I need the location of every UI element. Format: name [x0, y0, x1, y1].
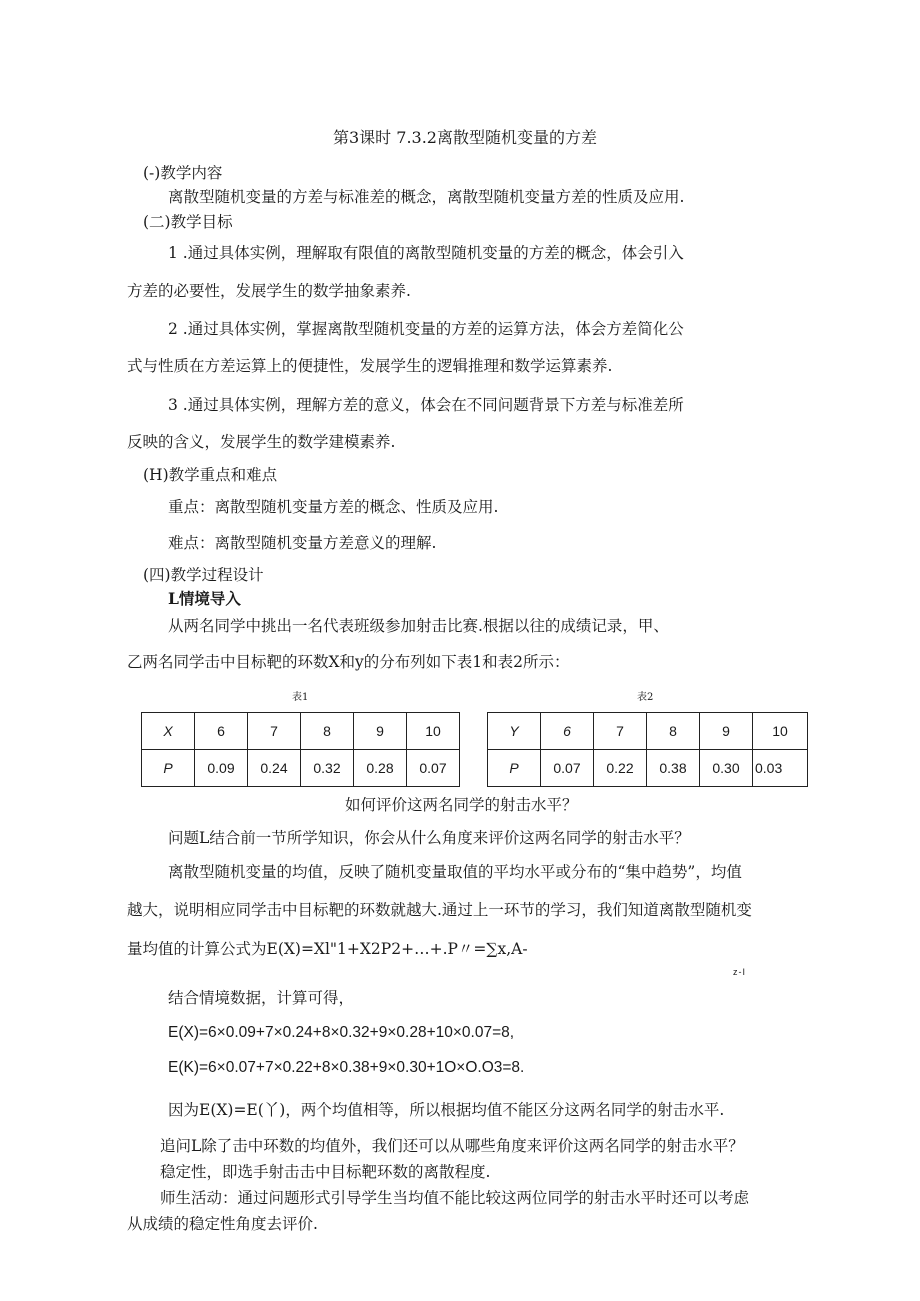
- subheading-scenario: L情境导入: [168, 589, 241, 608]
- difficulty-text: 难点：离散型随机变量方差意义的理解.: [168, 534, 437, 552]
- table-cell: 0.30: [700, 750, 753, 787]
- goal-2-line-2: 式与性质在方差运算上的便捷性，发展学生的逻辑推理和数学运算素养.: [127, 357, 613, 375]
- mean-paragraph-line-2: 越大，说明相应同学击中目标靶的环数就越大.通过上一环节的学习，我们知道离散型随机变: [127, 901, 752, 919]
- section-heading-content: (-)教学内容: [143, 164, 223, 182]
- main-question: 如何评价这两名同学的射击水平？: [345, 796, 578, 814]
- table-cell: 10: [753, 713, 808, 750]
- activity-line-1: 师生活动：通过问题形式引导学生当均值不能比较这两位同学的射击水平时还可以考虑: [160, 1189, 750, 1207]
- table-row: [488, 713, 808, 750]
- table-cell: 9: [354, 713, 407, 750]
- table-2-caption: 表2: [637, 692, 654, 703]
- table-row: [142, 750, 460, 787]
- table-cell: 0.09: [195, 750, 248, 787]
- table-cell: P: [488, 750, 541, 787]
- table-cell: 0.03: [753, 750, 808, 787]
- table-cell: 6: [195, 713, 248, 750]
- expected-value-x: E(X)=6×0.09+7×0.24+8×0.32+9×0.28+10×0.07=8,: [168, 1024, 515, 1041]
- table-cell: 6: [541, 713, 594, 750]
- formula-subscript: z-I: [733, 967, 746, 977]
- table-cell: 8: [647, 713, 700, 750]
- goal-2-line-1: 2 .通过具体实例，掌握离散型随机变量的方差的运算方法，体会方差简化公: [168, 320, 684, 338]
- table-cell: 0.24: [248, 750, 301, 787]
- table-cell: 0.07: [541, 750, 594, 787]
- table-cell: 0.28: [354, 750, 407, 787]
- page-title: 第3课时 7.3.2离散型随机变量的方差: [333, 128, 597, 147]
- table-cell: 0.32: [301, 750, 354, 787]
- table-cell: X: [142, 713, 195, 750]
- mean-paragraph-line-1: 离散型随机变量的均值，反映了随机变量取值的平均水平或分布的“集中趋势”，均值: [168, 863, 742, 881]
- table-cell: 0.38: [647, 750, 700, 787]
- goal-3-line-1: 3 .通过具体实例，理解方差的意义，体会在不同问题背景下方差与标准差所: [168, 396, 684, 414]
- intro-line-2: 乙两名同学击中目标靶的环数X和y的分布列如下表1和表2所示：: [127, 653, 570, 671]
- table-cell: 0.07: [407, 750, 460, 787]
- key-point-text: 重点：离散型随机变量方差的概念、性质及应用.: [168, 498, 499, 516]
- followup-question: 追问L除了击中环数的均值外，我们还可以从哪些角度来评价这两名同学的射击水平？: [160, 1137, 744, 1155]
- table-cell: 7: [594, 713, 647, 750]
- goal-1-line-2: 方差的必要性，发展学生的数学抽象素养.: [127, 282, 411, 300]
- table-cell: 8: [301, 713, 354, 750]
- activity-line-2: 从成绩的稳定性角度去评价.: [127, 1215, 318, 1233]
- goal-1-line-1: 1 .通过具体实例，理解取有限值的离散型随机变量的方差的概念，体会引入: [168, 244, 684, 262]
- goal-3-line-2: 反映的含义，发展学生的数学建模素养.: [127, 433, 396, 451]
- expected-value-k: E(K)=6×0.07+7×0.22+8×0.38+9×0.30+1O×O.O3=8.: [168, 1059, 525, 1076]
- table-row: [488, 750, 808, 787]
- table-cell: 0.22: [594, 750, 647, 787]
- stability-text: 稳定性，即选手射击击中目标靶环数的离散程度.: [160, 1163, 491, 1181]
- content-text: 离散型随机变量的方差与标准差的概念，离散型随机变量方差的性质及应用.: [168, 188, 685, 206]
- table-cell: 9: [700, 713, 753, 750]
- because-text: 因为E(X)=E(丫)，两个均值相等，所以根据均值不能区分这两名同学的射击水平.: [168, 1101, 725, 1119]
- table-cell: Y: [488, 713, 541, 750]
- table-2: [487, 712, 808, 787]
- section-heading-key-points: (H)教学重点和难点: [143, 466, 278, 484]
- mean-formula-line: 量均值的计算公式为E(X)=Xl"1+X2P2+…+.P〃=∑x,A-: [127, 940, 528, 958]
- calc-intro: 结合情境数据，计算可得，: [168, 989, 355, 1007]
- table-1: [141, 712, 460, 787]
- table-cell: 10: [407, 713, 460, 750]
- table-cell: 7: [248, 713, 301, 750]
- table-cell: P: [142, 750, 195, 787]
- section-heading-goals: (二)教学目标: [143, 213, 233, 231]
- intro-line-1: 从两名同学中挑出一名代表班级参加射击比赛.根据以往的成绩记录，甲、: [168, 617, 669, 635]
- table-row: [142, 713, 460, 750]
- table-1-caption: 表1: [292, 692, 309, 703]
- question-1: 问题L结合前一节所学知识，你会从什么角度来评价这两名同学的射击水平？: [168, 829, 690, 847]
- section-heading-process: (四)教学过程设计: [143, 566, 264, 584]
